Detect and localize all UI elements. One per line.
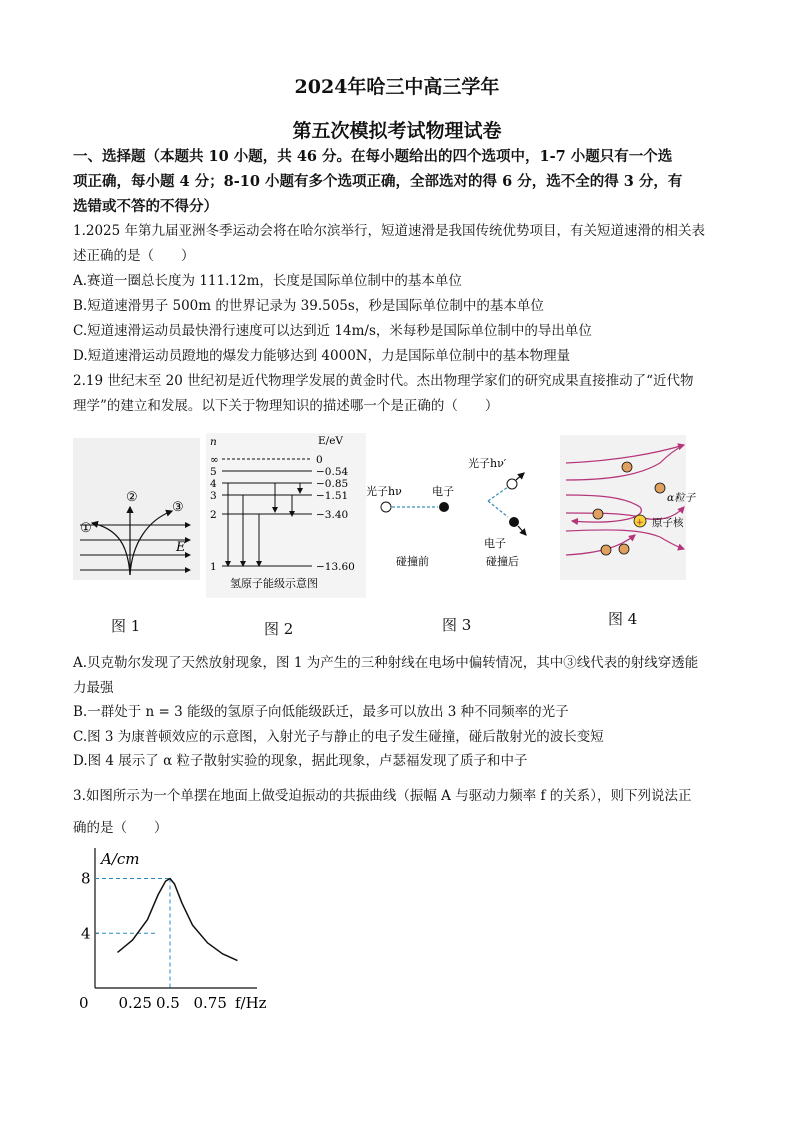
chart-y-tick-1: 8 (81, 869, 91, 888)
q2-stem-1: 2.19 世纪末至 20 世纪初是近代物理学发展的黄金时代。杰出物理学家们的研究成果直接推动了“近代物 (73, 373, 694, 389)
figure-2-energy-levels (206, 433, 366, 598)
fig3-photon-in: 光子hν (366, 485, 402, 498)
fig4-alpha-label: α粒子 (667, 492, 696, 504)
fig1-caption: 图 1 (111, 617, 141, 635)
fig2-level-e-0: 0 (316, 454, 323, 466)
q1-stem-2: 述正确的是（ ） (73, 248, 195, 264)
q2-option-a-2: 力最强 (73, 680, 114, 696)
fig1-label-2: ② (126, 490, 138, 505)
chart-y-tick-0: 4 (81, 924, 91, 943)
fig2-level-n-1: 5 (210, 466, 217, 478)
q2-option-a-1: A.贝克勒尔发现了天然放射现象，图 1 为产生的三种射线在电场中偏转情况，其中③线代表的射线穿透能 (73, 655, 699, 671)
figure-1-radiation-deflection (73, 438, 200, 580)
q1-option-c: C.短道速滑运动员最快滑行速度可以达到近 14m/s，米每秒是国际单位制中的导出单位 (73, 323, 592, 339)
q2-option-d: D.图 4 展示了 α 粒子散射实验的现象，据此现象，卢瑟福发现了质子和中子 (73, 753, 528, 769)
exam-title-line1: 2024年哈三中高三学年 (294, 76, 500, 98)
chart-resonance-curve (118, 879, 238, 961)
q2-option-b: B.一群处于 n = 3 能级的氢原子向低能级跃迁，最多可以放出 3 种不同频率的光子 (73, 704, 569, 720)
fig2-n-label: n (210, 436, 217, 448)
q3-stem-1: 3.如图所示为一个单摆在地面上做受迫振动的共振曲线（振幅 A 与驱动力频率 f 的关系），则下列说法正 (73, 788, 692, 804)
figure-3-compton (366, 456, 526, 568)
q2-stem-2: 理学”的建立和发展。以下关于物理知识的描述哪一个是正确的（ ） (73, 398, 499, 414)
figure-4-alpha-scattering (560, 435, 697, 580)
fig2-subtitle: 氢原子能级示意图 (230, 577, 318, 590)
fig2-level-e-5: −13.60 (316, 561, 355, 573)
fig2-level-e-4: −3.40 (316, 509, 349, 521)
fig1-label-1: ① (80, 521, 92, 536)
fig1-label-3: ③ (172, 500, 184, 515)
q3-stem-2: 确的是（ ） (73, 820, 168, 836)
fig2-level-n-5: 1 (210, 561, 217, 573)
section-instructions-3: 选错或不答的不得分） (73, 198, 218, 215)
fig2-level-n-0: ∞ (210, 454, 219, 466)
fig4-caption: 图 4 (608, 610, 638, 628)
fig2-e-label: E/eV (318, 435, 343, 447)
svg-text:+: + (636, 518, 644, 528)
q1-option-b: B.短道速滑男子 500m 的世界记录为 39.505s，秒是国际单位制中的基本单位 (73, 298, 544, 314)
q1-stem-1: 1.2025 年第九届亚洲冬季运动会将在哈尔滨举行，短道速滑是我国传统优势项目，有关短道速滑的相关表 (73, 223, 706, 239)
fig2-level-e-1: −0.54 (316, 466, 349, 478)
chart-x-tick-0: 0 (79, 994, 89, 1012)
fig2-level-n-2: 4 (210, 478, 217, 490)
figures-row (0, 425, 794, 640)
exam-title-line2: 第五次模拟考试物理试卷 (292, 120, 502, 142)
fig3-electron-after: 电子 (484, 537, 506, 550)
section-instructions-2: 项正确，每小题 4 分；8-10 小题有多个选项正确，全部选对的得 6 分，选不全的得 3 分，有 (73, 173, 683, 190)
q1-option-d: D.短道速滑运动员蹬地的爆发力能够达到 4000N，力是国际单位制中的基本物理量 (73, 348, 571, 364)
fig3-photon-out: 光子hν′ (468, 457, 507, 470)
q2-option-c: C.图 3 为康普顿效应的示意图，入射光子与静止的电子发生碰撞，碰后散射光的波长变短 (73, 729, 604, 745)
fig2-level-e-3: −1.51 (316, 490, 349, 502)
fig2-level-n-3: 3 (210, 490, 217, 502)
chart-x-tick-1: 0.25 (118, 994, 152, 1012)
chart-x-label: f/Hz (235, 994, 267, 1012)
fig1-label-e: E (176, 540, 186, 555)
chart-x-tick-2: 0.5 (156, 994, 180, 1012)
fig3-after: 碰撞后 (486, 555, 519, 568)
chart-x-tick-3: 0.75 (193, 994, 227, 1012)
resonance-chart (0, 840, 794, 1020)
section-instructions-1: 一、选择题（本题共 10 小题，共 46 分。在每小题给出的四个选项中，1-7 小题只有一个选 (73, 148, 673, 165)
fig4-nucleus-label: 原子核 (652, 517, 684, 529)
fig3-before: 碰撞前 (396, 555, 429, 568)
fig2-caption: 图 2 (264, 620, 294, 638)
q1-option-a: A.赛道一圈总长度为 111.12m，长度是国际单位制中的基本单位 (73, 273, 462, 289)
fig3-electron: 电子 (432, 485, 454, 498)
fig2-level-n-4: 2 (210, 509, 217, 521)
fig2-level-e-2: −0.85 (316, 478, 349, 490)
chart-y-label: A/cm (101, 850, 140, 868)
fig3-caption: 图 3 (442, 616, 472, 634)
